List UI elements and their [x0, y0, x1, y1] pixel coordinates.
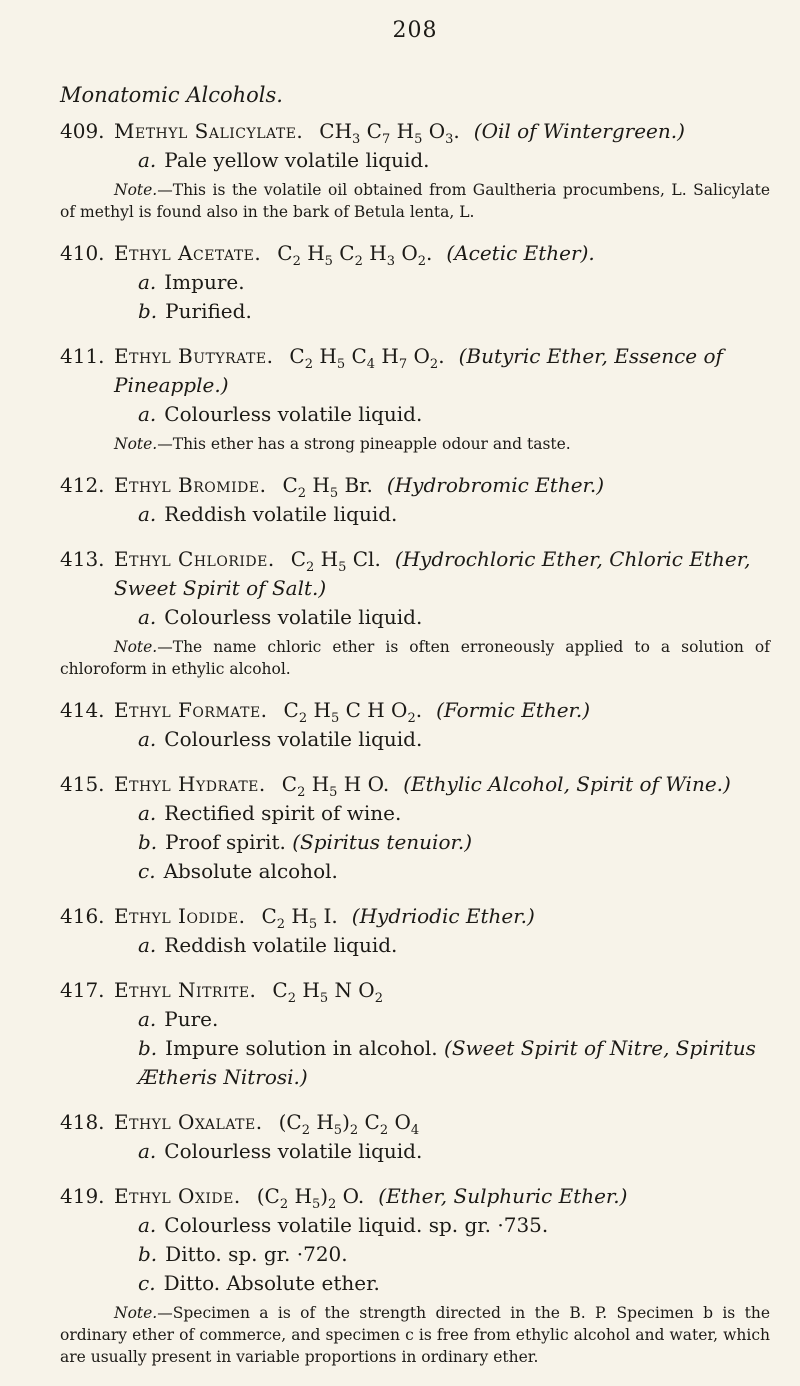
formula-part: O: [394, 241, 418, 265]
chemical-formula: [278, 1110, 420, 1138]
specimen-item: [84, 931, 770, 960]
entry-number: 415.: [60, 772, 105, 796]
specimen-item: [84, 1137, 770, 1166]
entry-heading: [60, 471, 770, 500]
formula-subscript: 5: [336, 357, 346, 372]
specimen-item: [84, 603, 770, 632]
note-text: —Specimen a is of the strength directed in the B. P. Specimen b is the ordinary ether of commerce, and specimen c is free from ethylic alcohol and water, which are usually present in variable proportions in ordinary ether.: [60, 1304, 770, 1366]
formula-part: ): [320, 1184, 329, 1208]
specimen-item: [84, 799, 770, 828]
formula-part: H: [362, 241, 387, 265]
catalogue-entry: [60, 117, 770, 223]
entry-heading: [60, 1108, 770, 1137]
formula-part: O: [422, 119, 446, 143]
note-text: —This is the volatile oil obtained from Gaultheria procumbens, L. Salicylate of methyl is found also in the bark of Betula lenta, L.: [60, 181, 770, 221]
specimen-description: Impure solution in alcohol.: [165, 1036, 438, 1060]
entry-note: [60, 636, 770, 680]
compound-name: Ethyl Oxide.: [114, 1184, 241, 1208]
catalogue-entry: [60, 1108, 770, 1166]
note-text: —The name chloric ether is often erroneously applied to a solution of chloroform in ethylic alcohol.: [60, 638, 770, 678]
compound-alias: (Hydrochloric Ether, Chloric Ether, Sweet Spirit of Salt.): [114, 547, 751, 600]
entry-note: [60, 433, 770, 455]
compound-name: Ethyl Acetate.: [114, 241, 262, 265]
specimen-description: Purified.: [165, 299, 252, 323]
formula-part: O: [407, 344, 430, 368]
formula-subscript: 2: [304, 357, 314, 372]
formula-part: (C: [256, 1184, 280, 1208]
compound-alias: (Ether, Sulphuric Ether.): [378, 1184, 628, 1208]
note-label: Note.: [114, 1304, 158, 1322]
specimen-label: a.: [138, 270, 157, 294]
specimen-description: Colourless volatile liquid.: [164, 605, 423, 629]
entry-heading-body: [114, 696, 770, 725]
formula-part: (C: [278, 1110, 302, 1134]
formula-part: H: [300, 241, 325, 265]
section-title: Monatomic Alcohols.: [60, 83, 283, 107]
entry-heading: [60, 342, 770, 400]
specimen-label: b.: [138, 1036, 158, 1060]
formula-subscript: 3: [386, 254, 395, 269]
entry-number: 411.: [60, 344, 105, 368]
specimen-label: c.: [138, 1271, 156, 1295]
chemical-formula: [272, 978, 383, 1006]
specimen-alias: (Spiritus tenuior.): [292, 830, 473, 854]
entry-heading-body: [114, 1108, 770, 1137]
entry-heading-body: [114, 117, 770, 146]
entry-heading: [60, 239, 770, 268]
formula-subscript: 4: [366, 357, 376, 372]
formula-subscript: 2: [298, 711, 308, 726]
specimen-description: Impure.: [164, 270, 245, 294]
compound-name: Ethyl Butyrate.: [114, 344, 274, 368]
formula-subscript: 2: [407, 711, 416, 726]
formula-subscript: 2: [379, 1123, 389, 1138]
formula-part: C: [261, 904, 277, 928]
entry-heading: [60, 117, 770, 146]
specimen-item: [84, 146, 770, 175]
formula-subscript: 7: [382, 132, 391, 147]
specimen-description: Reddish volatile liquid.: [164, 502, 398, 526]
chemical-formula: [261, 904, 338, 932]
chemical-formula: [289, 344, 445, 372]
formula-part: O: [388, 1110, 411, 1134]
compound-name: Ethyl Bromide.: [114, 473, 267, 497]
specimen-label: b.: [138, 299, 158, 323]
specimen-label: c.: [138, 859, 156, 883]
compound-alias: (Butyric Ether, Essence of Pineapple.): [114, 344, 723, 397]
formula-part: CH: [319, 119, 353, 143]
compound-name: Ethyl Hydrate.: [114, 772, 266, 796]
entry-heading: [60, 770, 770, 799]
catalogue-entry: [60, 770, 770, 886]
formula-part: H O.: [337, 772, 390, 796]
entry-heading-body: [114, 545, 770, 603]
entry-list: [60, 117, 770, 1368]
formula-part: H: [296, 978, 320, 1002]
formula-part: C: [289, 344, 305, 368]
formula-part: H: [314, 547, 339, 571]
specimen-item: [84, 857, 770, 886]
specimen-description: Colourless volatile liquid.: [164, 1139, 423, 1163]
compound-alias: (Acetic Ether).: [446, 241, 595, 265]
formula-subscript: 2: [276, 917, 286, 932]
compound-alias: (Hydrobromic Ether.): [386, 473, 605, 497]
formula-part: C H O: [339, 698, 408, 722]
catalogue-entry: [60, 696, 770, 754]
specimen-label: a.: [138, 1139, 157, 1163]
entry-heading-body: [114, 342, 770, 400]
compound-alias: (Hydriodic Ether.): [351, 904, 535, 928]
note-label: Note.: [114, 435, 158, 453]
formula-part: C: [332, 241, 355, 265]
specimen-label: a.: [138, 801, 157, 825]
entry-heading: [60, 1182, 770, 1211]
entry-number: 418.: [60, 1110, 105, 1134]
chemical-formula: [282, 473, 373, 501]
specimen-description: Pure.: [164, 1007, 219, 1031]
formula-part: Br.: [338, 473, 373, 497]
note-label: Note.: [114, 181, 158, 199]
note-label: Note.: [114, 638, 158, 656]
entry-number: 416.: [60, 904, 105, 928]
specimen-label: a.: [138, 148, 157, 172]
formula-part: C: [290, 547, 307, 571]
specimen-label: b.: [138, 1242, 158, 1266]
formula-subscript: 5: [329, 785, 338, 800]
catalogue-entry: [60, 545, 770, 680]
compound-name: Ethyl Formate.: [114, 698, 268, 722]
specimen-item: [84, 268, 770, 297]
formula-part: H: [309, 1110, 334, 1134]
compound-alias: (Oil of Wintergreen.): [473, 119, 685, 143]
chemical-formula: [277, 241, 433, 269]
formula-subscript: 2: [297, 486, 307, 501]
formula-part: C: [282, 473, 298, 497]
specimen-item: [84, 400, 770, 429]
specimen-label: a.: [138, 605, 157, 629]
specimen-item: [84, 1269, 770, 1298]
formula-subscript: 2: [354, 254, 363, 269]
formula-part: .: [426, 241, 433, 265]
entry-number: 414.: [60, 698, 105, 722]
specimen-label: b.: [138, 830, 158, 854]
compound-alias: (Formic Ether.): [436, 698, 591, 722]
specimen-description: Colourless volatile liquid. sp. gr. ·735.: [164, 1213, 549, 1237]
specimen-item: [84, 500, 770, 529]
formula-part: ): [342, 1110, 350, 1134]
formula-part: N O: [328, 978, 375, 1002]
formula-part: H: [390, 119, 415, 143]
catalogue-entry: [60, 471, 770, 529]
specimen-item: [84, 1005, 770, 1034]
formula-subscript: 5: [319, 991, 329, 1006]
specimen-item: [84, 1240, 770, 1269]
entry-heading-body: [114, 770, 770, 799]
formula-subscript: 5: [311, 1197, 321, 1212]
specimen-item: [84, 828, 770, 857]
formula-part: .: [453, 119, 460, 143]
specimen-description: Absolute alcohol.: [163, 859, 338, 883]
compound-name: Ethyl Iodide.: [114, 904, 246, 928]
formula-part: H: [307, 698, 331, 722]
formula-subscript: 7: [398, 357, 408, 372]
note-text: —This ether has a strong pineapple odour and taste.: [157, 435, 571, 453]
formula-subscript: 5: [333, 1123, 343, 1138]
formula-part: H: [306, 473, 330, 497]
entry-note: [60, 1302, 770, 1368]
specimen-label: a.: [138, 402, 157, 426]
specimen-label: a.: [138, 502, 157, 526]
entry-heading-body: [114, 976, 770, 1005]
specimen-description: Ditto. sp. gr. ·720.: [165, 1242, 348, 1266]
catalogue-entry: [60, 1182, 770, 1368]
specimen-alias: (Sweet Spirit of Nitre, Spiritus Ætheris Nitrosi.): [138, 1036, 756, 1089]
page-number: 208: [392, 18, 438, 43]
formula-subscript: 3: [445, 132, 454, 147]
formula-subscript: 4: [410, 1123, 420, 1138]
specimen-label: a.: [138, 727, 157, 751]
specimen-item: [84, 297, 770, 326]
formula-part: C: [277, 241, 293, 265]
entry-number: 409.: [60, 119, 105, 143]
entry-note: [60, 179, 770, 223]
formula-subscript: 5: [338, 560, 347, 575]
entry-heading: [60, 696, 770, 725]
catalogue-entry: [60, 976, 770, 1092]
formula-part: .: [438, 344, 445, 368]
formula-subscript: 5: [324, 254, 333, 269]
specimen-item: [84, 1211, 770, 1240]
compound-name: Ethyl Nitrite.: [114, 978, 257, 1002]
entry-heading: [60, 545, 770, 603]
formula-part: H: [305, 772, 330, 796]
formula-subscript: 2: [297, 785, 306, 800]
specimen-item: [84, 1034, 770, 1092]
formula-part: C: [272, 978, 288, 1002]
formula-part: C: [281, 772, 298, 796]
entry-number: 417.: [60, 978, 105, 1002]
entry-number: 419.: [60, 1184, 105, 1208]
formula-part: C: [360, 119, 382, 143]
formula-subscript: 2: [374, 991, 383, 1006]
entry-heading-body: [114, 239, 770, 268]
compound-alias: (Ethylic Alcohol, Spirit of Wine.): [403, 772, 731, 796]
catalogue-entry: [60, 239, 770, 326]
entry-number: 413.: [60, 547, 105, 571]
entry-heading-body: [114, 1182, 770, 1211]
specimen-label: a.: [138, 933, 157, 957]
formula-subscript: 2: [328, 1197, 337, 1212]
entry-number: 410.: [60, 241, 105, 265]
compound-name: Ethyl Oxalate.: [114, 1110, 263, 1134]
formula-subscript: 5: [414, 132, 423, 147]
formula-part: I.: [317, 904, 338, 928]
entry-heading-body: [114, 902, 770, 931]
formula-part: H: [285, 904, 309, 928]
formula-part: .: [415, 698, 423, 722]
catalogue-entry: [60, 342, 770, 455]
formula-subscript: 2: [417, 254, 427, 269]
chemical-formula: [319, 119, 460, 147]
formula-part: C: [345, 344, 367, 368]
formula-subscript: 5: [330, 711, 340, 726]
specimen-description: Colourless volatile liquid.: [164, 727, 423, 751]
specimen-description: Rectified spirit of wine.: [164, 801, 402, 825]
formula-subscript: 2: [306, 560, 315, 575]
specimen-description: Reddish volatile liquid.: [164, 933, 398, 957]
specimen-label: a.: [138, 1213, 157, 1237]
formula-part: H: [313, 344, 337, 368]
formula-subscript: 5: [329, 486, 339, 501]
formula-part: C: [283, 698, 299, 722]
formula-part: H: [375, 344, 399, 368]
formula-subscript: 2: [349, 1123, 359, 1138]
specimen-label: a.: [138, 1007, 157, 1031]
specimen-description: Colourless volatile liquid.: [164, 402, 423, 426]
formula-subscript: 2: [301, 1123, 310, 1138]
formula-subscript: 2: [287, 991, 296, 1006]
specimen-item: [84, 725, 770, 754]
specimen-description: Pale yellow volatile liquid.: [164, 148, 430, 172]
chemical-formula: [290, 547, 381, 575]
formula-subscript: 3: [352, 132, 361, 147]
formula-part: Cl.: [346, 547, 381, 571]
compound-name: Ethyl Chloride.: [114, 547, 275, 571]
specimen-description: Ditto. Absolute ether.: [163, 1271, 380, 1295]
entry-heading: [60, 976, 770, 1005]
formula-part: C: [358, 1110, 380, 1134]
formula-subscript: 5: [308, 917, 318, 932]
formula-part: H: [288, 1184, 312, 1208]
catalogue-entry: [60, 902, 770, 960]
chemical-formula: [281, 772, 390, 800]
formula-subscript: 2: [429, 357, 439, 372]
formula-part: O.: [336, 1184, 365, 1208]
chemical-formula: [283, 698, 423, 726]
formula-subscript: 2: [279, 1197, 289, 1212]
formula-subscript: 2: [292, 254, 301, 269]
chemical-formula: [256, 1184, 365, 1212]
specimen-description: Proof spirit.: [165, 830, 286, 854]
compound-name: Methyl Salicylate.: [114, 119, 304, 143]
entry-heading-body: [114, 471, 770, 500]
entry-heading: [60, 902, 770, 931]
entry-number: 412.: [60, 473, 105, 497]
